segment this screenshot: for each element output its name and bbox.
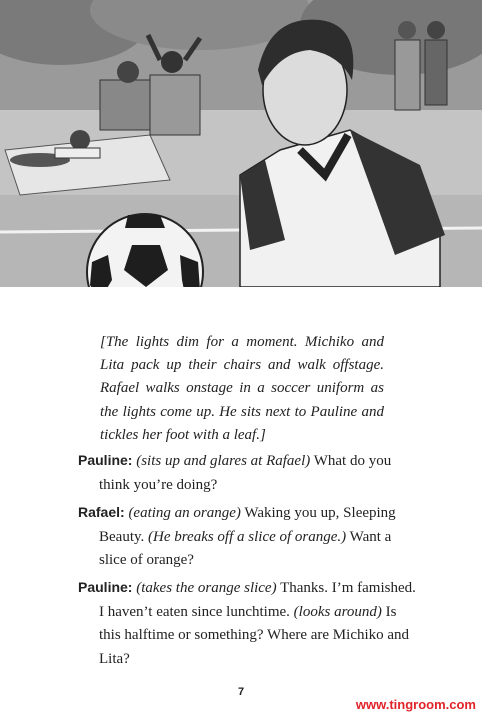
watermark: www.tingroom.com	[355, 697, 476, 712]
stage-cue: (looks around)	[293, 603, 382, 620]
dialogue-line	[78, 449, 419, 497]
stage-direction: [The lights dim for a moment. Michiko and Lita pack up their chairs and walk offstage. Rafael walks onstage in a soccer uniform as the lights come up. He sits next to Pauline and tickles her foot with a leaf.]	[100, 334, 384, 443]
stage-cue: (takes the orange slice)	[136, 580, 277, 596]
dialogue-text: Is this halftime or something? Where are Michiko and Lita?	[99, 603, 410, 667]
speaker-name: Pauline:	[78, 579, 133, 595]
dialogue-text: Want a slice of orange?	[99, 528, 392, 568]
dialogue-text: Thanks. I’m famished. I haven’t eaten since lunchtime.	[99, 580, 416, 620]
story-illustration	[0, 0, 482, 287]
stage-cue: (sits up and glares at Rafael)	[136, 453, 311, 469]
dialogue-line	[78, 501, 419, 573]
stage-cue: (eating an orange)	[128, 505, 241, 521]
speaker-name: Rafael:	[78, 504, 125, 520]
dialogue-text: What do you think you’re doing?	[99, 453, 392, 493]
soccer-scene-illustration	[0, 0, 482, 287]
page-number: 7	[237, 686, 245, 698]
stage-cue: (He breaks off a slice of orange.)	[148, 528, 347, 545]
dialogue-line	[78, 576, 419, 671]
speaker-name: Pauline:	[78, 452, 133, 468]
dialogue-text: Waking you up, Sleeping Beauty.	[99, 505, 396, 545]
